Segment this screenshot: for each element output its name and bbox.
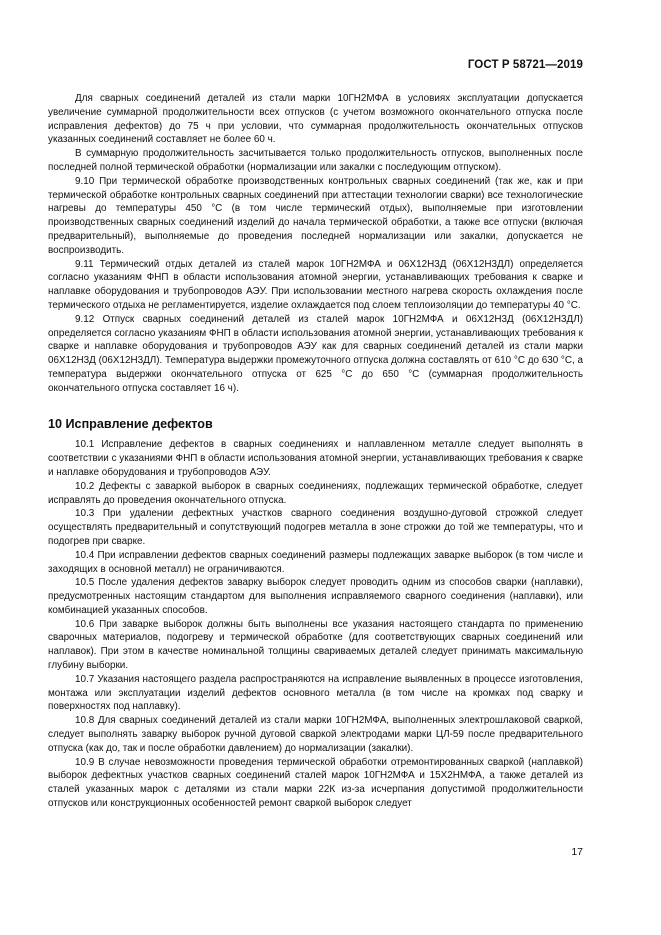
paragraph-10-2: 10.2 Дефекты с заваркой выборок в сварных соединениях, подлежащих термической обработке, следует исправлять до проведения окончательного отпуска. [48,480,583,506]
paragraph: В суммарную продолжительность засчитывается только продолжительность отпусков, выполненных после последней полной термической обработки (нормализации или закалки с последующим отпуском). [48,148,583,173]
paragraph-10-6: 10.6 При заварке выборок должны быть выполнены все указания настоящего стандарта по применению сварочных материалов, подогреву и термической обработке (для соответствующих сварных соединений или наплавок). При этом в качестве номинальной толщины свариваемых деталей следует принимать максимальную глубину выборки. [48,618,583,672]
page-number: 17 [571,846,583,858]
section-title: 10 Исправление дефектов [48,416,213,431]
paragraph-10-8: 10.8 Для сварных соединений деталей из стали марки 10ГН2МФА, выполненных электрошлаковой сваркой, следует выполнять заварку выборок ручной дуговой сваркой электродами марки ЦЛ-59 после предварительного отпуска (как до, так и после обработки давлением) до нормализации (закалки). [48,715,583,754]
paragraph-10-5: 10.5 После удаления дефектов заварку выборок следует проводить одним из способов сварки (наплавки), предусмотренных настоящим стандартом для выполнения исправляемого сварного соединения (наплавки), или комбинацией указанных способов. [48,577,583,616]
paragraph-10-9: 10.9 В случае невозможности проведения термической обработки отремонтированных сваркой (наплавкой) выборок дефектных участков сварных соединений сталей марок 10ГН2МФА и 15Х2НМФА, а также деталей из сталей указанных марок с деталями из стали марки 22К из-за исчерпания допустимой продолжительности отпусков или конструкционных особенностей ремонт сваркой выборок следует [48,756,583,810]
document-body [48,92,583,811]
paragraph-10-3: 10.3 При удалении дефектных участков сварного соединения воздушно-дуговой строжкой следует осуществлять предварительный и сопутствующий подогрев металла в зоне строжки до той же температуры, что и подогрев при сварке. [48,508,583,547]
document-standard-header: ГОСТ Р 58721—2019 [467,59,583,71]
paragraph-10-1: 10.1 Исправление дефектов в сварных соединениях и наплавленном металле следует выполнять в соответствии с указаниями ФНП в области использования атомной энергии, устанавливающих требования к сварке и наплавке оборудования и трубопроводов АЭУ. [48,439,583,478]
paragraph-9-11: 9.11 Термический отдых деталей из сталей марок 10ГН2МФА и 06Х12Н3Д (06Х12Н3ДЛ) определяется согласно указаниям ФНП в области использования атомной энергии, устанавливающих требования к сварке и наплавке оборудования и трубопроводов АЭУ. При использовании местного нагрева скорость охлаждения после термического отдыха не регламентируется, изделие охлаждается под слоем теплоизоляции до температуры 40 °С. [48,258,583,311]
paragraph-9-10: 9.10 При термической обработке производственных контрольных сварных соединений (так же, как и при термической обработке контрольных сварных соединений при аттестации технологии сварки) все технологические нагревы до температуры 450 °С (в том числе термический отдых), выполняемые при изготовлении производственных сварных соединений изделий до начала термической обработки, а также все отпуски (включая предварительный), выполняемые до проведения последней нормализации или закалки, допускается не воспроизводить. [48,175,583,256]
paragraph-10-4: 10.4 При исправлении дефектов сварных соединений размеры подлежащих заварке выборок (в том числе и заходящих в основной металл) не ограничиваются. [48,549,583,575]
paragraph-9-12: 9.12 Отпуск сварных соединений деталей из сталей марок 10ГН2МФА и 06Х12Н3Д (06Х12Н3ДЛ) определяется согласно указаниям ФНП в области использования атомной энергии, устанавливающих требования к сварке и наплавке оборудования и трубопроводов АЭУ как для сварных соединений деталей из стали марки 06Х12Н3Д (06Х12Н3ДЛ). Температура выдержки промежуточного отпуска должна составлять от 610 °С до 630 °С, а температура выдержки окончательного отпуска от 625 °С до 650 °С (суммарная продолжительность окончательного отпуска составляет 16 ч). [48,313,583,394]
paragraph: Для сварных соединений деталей из стали марки 10ГН2МФА в условиях эксплуатации допускается увеличение суммарной продолжительности всех отпусков (с учетом возможного окончательного отпуска после исправления дефектов) до 75 ч при условии, что суммарная продолжительность окончательных отпусков указанных соединений составляет не более 60 ч. [48,93,583,146]
paragraph-10-7: 10.7 Указания настоящего раздела распространяются на исправление выявленных в процессе изготовления, монтажа или эксплуатации изделий дефектов основного металла (в том числе на кромках под сварку и поверхностях под наплавку). [48,673,583,713]
